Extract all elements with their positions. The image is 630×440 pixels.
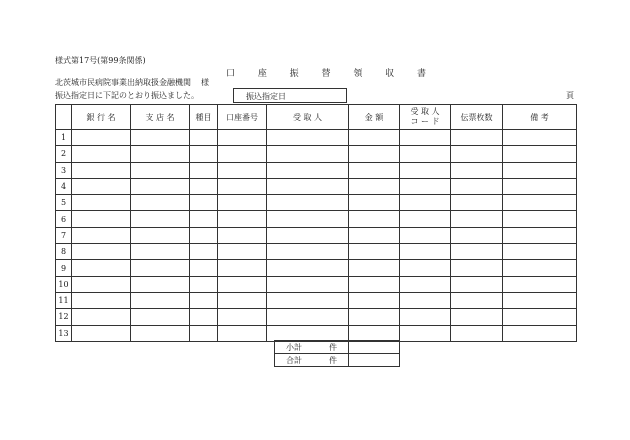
- cell-account-number[interactable]: [218, 162, 267, 178]
- cell-type[interactable]: [190, 178, 218, 194]
- header-branch-name: 支 店 名: [131, 105, 190, 130]
- cell-branch-name[interactable]: [131, 292, 190, 308]
- cell-amount[interactable]: [349, 146, 400, 162]
- cell-amount[interactable]: [349, 227, 400, 243]
- subtotal-value-cell[interactable]: [349, 341, 400, 354]
- header-payee-code-line2: コ ー ド: [410, 117, 440, 126]
- row-number: 10: [56, 276, 72, 292]
- cell-payee[interactable]: [267, 276, 349, 292]
- table-row: [56, 195, 577, 211]
- cell-remarks[interactable]: [503, 309, 577, 325]
- cell-remarks[interactable]: [503, 292, 577, 308]
- total-value-cell[interactable]: [349, 354, 400, 367]
- cell-branch-name[interactable]: [131, 309, 190, 325]
- cell-branch-name[interactable]: [131, 211, 190, 227]
- subtotal-label-cell: [275, 341, 349, 354]
- cell-remarks[interactable]: [503, 146, 577, 162]
- cell-bank-name[interactable]: [72, 292, 131, 308]
- cell-account-number[interactable]: [218, 260, 267, 276]
- cell-branch-name[interactable]: [131, 325, 190, 341]
- row-number: 5: [56, 195, 72, 211]
- cell-remarks[interactable]: [503, 325, 577, 341]
- total-label: 合計: [285, 355, 302, 365]
- cell-payee-code[interactable]: [400, 309, 451, 325]
- cell-payee-code[interactable]: [400, 260, 451, 276]
- header-payee-code-line1: 受 取 人: [410, 107, 440, 116]
- row-number: 6: [56, 211, 72, 227]
- table-header-row: [56, 105, 577, 130]
- honorific: 様: [201, 78, 209, 87]
- cell-branch-name[interactable]: [131, 162, 190, 178]
- cell-amount[interactable]: [349, 292, 400, 308]
- cell-account-number[interactable]: [218, 292, 267, 308]
- cell-account-number[interactable]: [218, 178, 267, 194]
- table-row: [56, 244, 577, 260]
- cell-branch-name[interactable]: [131, 227, 190, 243]
- cell-branch-name[interactable]: [131, 260, 190, 276]
- subtotal-unit: 件: [329, 342, 338, 352]
- table-row: [56, 162, 577, 178]
- cell-payee[interactable]: [267, 130, 349, 146]
- addressee: 北茨城市民病院事業出納取扱金融機関: [55, 78, 191, 87]
- table-row: [56, 292, 577, 308]
- row-number: 13: [56, 325, 72, 341]
- cell-bank-name[interactable]: [72, 211, 131, 227]
- cell-branch-name[interactable]: [131, 146, 190, 162]
- document-title: [226, 66, 426, 79]
- cell-payee[interactable]: [267, 211, 349, 227]
- cell-bank-name[interactable]: [72, 244, 131, 260]
- cell-payee[interactable]: [267, 292, 349, 308]
- header-amount: 金 額: [349, 105, 400, 130]
- row-number: 8: [56, 244, 72, 260]
- cell-amount[interactable]: [349, 260, 400, 276]
- cell-account-number[interactable]: [218, 309, 267, 325]
- cell-slip-count[interactable]: [451, 162, 503, 178]
- row-number: 9: [56, 260, 72, 276]
- cell-amount[interactable]: [349, 195, 400, 211]
- cell-type[interactable]: [190, 146, 218, 162]
- cell-type[interactable]: [190, 195, 218, 211]
- table-row: [56, 130, 577, 146]
- cell-slip-count[interactable]: [451, 146, 503, 162]
- cell-slip-count[interactable]: [451, 195, 503, 211]
- cell-branch-name[interactable]: [131, 276, 190, 292]
- cell-slip-count[interactable]: [451, 130, 503, 146]
- cell-payee-code[interactable]: [400, 325, 451, 341]
- cell-amount[interactable]: [349, 211, 400, 227]
- total-unit: 件: [329, 355, 338, 365]
- cell-slip-count[interactable]: [451, 227, 503, 243]
- cell-amount[interactable]: [349, 178, 400, 194]
- cell-payee[interactable]: [267, 227, 349, 243]
- cell-account-number[interactable]: [218, 244, 267, 260]
- cell-remarks[interactable]: [503, 260, 577, 276]
- cell-payee[interactable]: [267, 244, 349, 260]
- title-char: 収: [385, 69, 395, 79]
- row-number: 3: [56, 162, 72, 178]
- cell-slip-count[interactable]: [451, 260, 503, 276]
- total-label-cell: [275, 354, 349, 367]
- header-payee: 受 取 人: [267, 105, 349, 130]
- cell-account-number[interactable]: [218, 276, 267, 292]
- cell-slip-count[interactable]: [451, 211, 503, 227]
- cell-type[interactable]: [190, 292, 218, 308]
- cell-type[interactable]: [190, 227, 218, 243]
- cell-bank-name[interactable]: [72, 227, 131, 243]
- row-number: 12: [56, 309, 72, 325]
- cell-bank-name[interactable]: [72, 309, 131, 325]
- cell-payee[interactable]: [267, 309, 349, 325]
- cell-bank-name[interactable]: [72, 195, 131, 211]
- title-char: 口: [226, 69, 236, 79]
- transfer-note: 振込指定日に下記のとおり振込ました。: [55, 91, 199, 100]
- cell-amount[interactable]: [349, 130, 400, 146]
- cell-type[interactable]: [190, 325, 218, 341]
- row-number: 7: [56, 227, 72, 243]
- cell-payee[interactable]: [267, 146, 349, 162]
- cell-remarks[interactable]: [503, 227, 577, 243]
- header-account-number: 口座番号: [218, 105, 267, 130]
- cell-payee[interactable]: [267, 195, 349, 211]
- row-number: 1: [56, 130, 72, 146]
- cell-slip-count[interactable]: [451, 325, 503, 341]
- transfer-date-label: 振込指定日: [246, 92, 286, 101]
- title-char: 替: [321, 69, 331, 79]
- cell-bank-name[interactable]: [72, 162, 131, 178]
- cell-branch-name[interactable]: [131, 244, 190, 260]
- header-payee-code: [400, 105, 451, 130]
- header-slip-count: 伝票枚数: [451, 105, 503, 130]
- cell-payee-code[interactable]: [400, 292, 451, 308]
- row-number: 4: [56, 178, 72, 194]
- title-char: 座: [257, 69, 267, 79]
- cell-account-number[interactable]: [218, 146, 267, 162]
- title-char: 書: [416, 69, 426, 79]
- cell-payee-code[interactable]: [400, 211, 451, 227]
- cell-amount[interactable]: [349, 309, 400, 325]
- cell-bank-name[interactable]: [72, 260, 131, 276]
- cell-payee[interactable]: [267, 260, 349, 276]
- cell-account-number[interactable]: [218, 325, 267, 341]
- cell-bank-name[interactable]: [72, 276, 131, 292]
- summary-table: [274, 340, 400, 367]
- transfer-date-box[interactable]: [233, 88, 347, 103]
- cell-payee-code[interactable]: [400, 244, 451, 260]
- cell-amount[interactable]: [349, 276, 400, 292]
- cell-payee[interactable]: [267, 178, 349, 194]
- cell-bank-name[interactable]: [72, 130, 131, 146]
- table-row: [56, 178, 577, 194]
- cell-payee-code[interactable]: [400, 178, 451, 194]
- subtotal-row: [275, 341, 400, 354]
- cell-account-number[interactable]: [218, 130, 267, 146]
- cell-remarks[interactable]: [503, 162, 577, 178]
- cell-account-number[interactable]: [218, 211, 267, 227]
- header-remarks: 備 考: [503, 105, 577, 130]
- cell-slip-count[interactable]: [451, 276, 503, 292]
- cell-remarks[interactable]: [503, 195, 577, 211]
- cell-slip-count[interactable]: [451, 244, 503, 260]
- cell-slip-count[interactable]: [451, 309, 503, 325]
- cell-type[interactable]: [190, 309, 218, 325]
- table-row: [56, 146, 577, 162]
- cell-remarks[interactable]: [503, 276, 577, 292]
- header-bank-name: 銀 行 名: [72, 105, 131, 130]
- cell-payee-code[interactable]: [400, 227, 451, 243]
- table-row: [56, 260, 577, 276]
- cell-account-number[interactable]: [218, 227, 267, 243]
- cell-remarks[interactable]: [503, 130, 577, 146]
- cell-payee-code[interactable]: [400, 146, 451, 162]
- cell-branch-name[interactable]: [131, 195, 190, 211]
- cell-payee[interactable]: [267, 325, 349, 341]
- total-row: [275, 354, 400, 367]
- row-number: 2: [56, 146, 72, 162]
- cell-type[interactable]: [190, 244, 218, 260]
- header-no: [56, 105, 72, 130]
- form-number: 様式第17号(第99条関係): [55, 56, 146, 65]
- cell-payee-code[interactable]: [400, 195, 451, 211]
- cell-slip-count[interactable]: [451, 178, 503, 194]
- cell-remarks[interactable]: [503, 178, 577, 194]
- cell-remarks[interactable]: [503, 244, 577, 260]
- cell-branch-name[interactable]: [131, 130, 190, 146]
- cell-type[interactable]: [190, 260, 218, 276]
- cell-payee-code[interactable]: [400, 130, 451, 146]
- cell-slip-count[interactable]: [451, 292, 503, 308]
- table-row: [56, 227, 577, 243]
- table-row: [56, 211, 577, 227]
- subtotal-label: 小計: [285, 342, 302, 352]
- cell-amount[interactable]: [349, 325, 400, 341]
- cell-bank-name[interactable]: [72, 325, 131, 341]
- cell-amount[interactable]: [349, 244, 400, 260]
- cell-account-number[interactable]: [218, 195, 267, 211]
- title-char: 振: [289, 69, 299, 79]
- table-row: [56, 325, 577, 341]
- cell-type[interactable]: [190, 276, 218, 292]
- cell-payee-code[interactable]: [400, 162, 451, 178]
- page-label: 頁: [566, 91, 574, 100]
- table-row: [56, 276, 577, 292]
- cell-remarks[interactable]: [503, 211, 577, 227]
- table-row: [56, 309, 577, 325]
- cell-payee[interactable]: [267, 162, 349, 178]
- cell-amount[interactable]: [349, 162, 400, 178]
- header-type: 種目: [190, 105, 218, 130]
- cell-type[interactable]: [190, 211, 218, 227]
- transfer-table: [55, 104, 577, 342]
- row-number: 11: [56, 292, 72, 308]
- cell-bank-name[interactable]: [72, 146, 131, 162]
- cell-type[interactable]: [190, 130, 218, 146]
- cell-type[interactable]: [190, 162, 218, 178]
- cell-bank-name[interactable]: [72, 178, 131, 194]
- cell-payee-code[interactable]: [400, 276, 451, 292]
- cell-branch-name[interactable]: [131, 178, 190, 194]
- title-char: 領: [353, 69, 363, 79]
